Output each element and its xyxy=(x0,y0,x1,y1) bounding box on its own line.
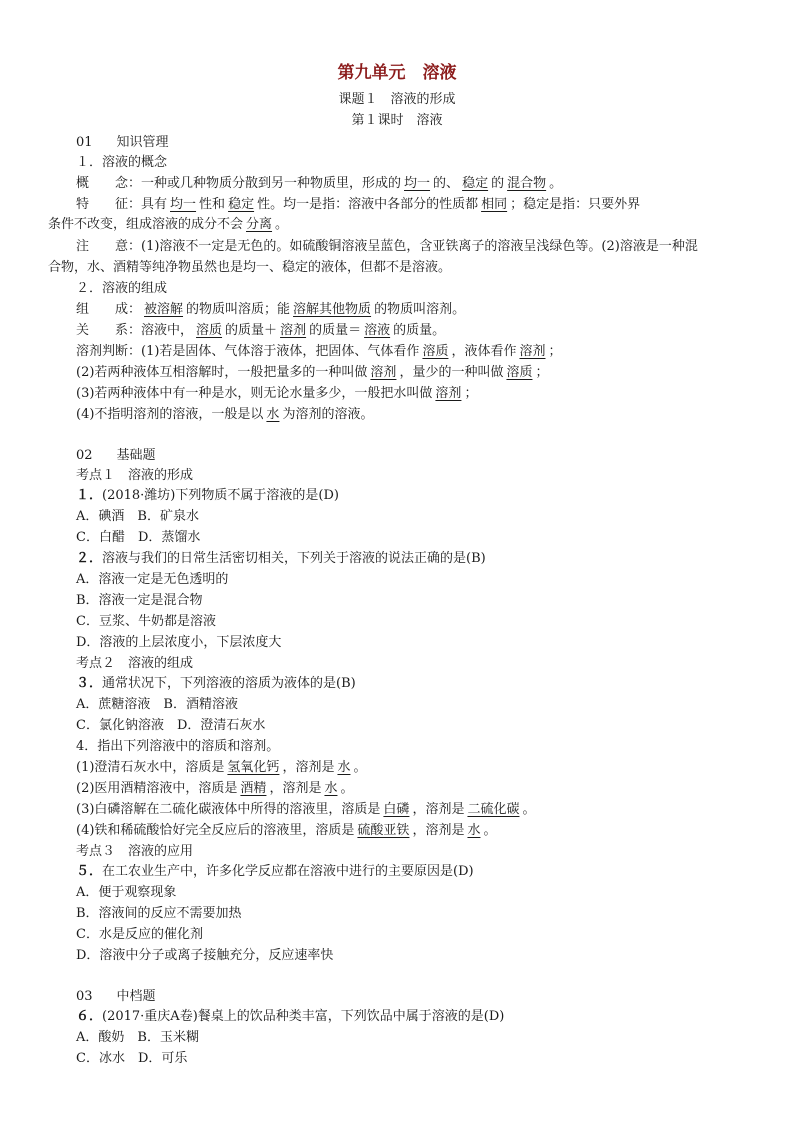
solvent-judge-line-2: (2)若两种液体互相溶解时，一般把量多的一种叫做 溶剂 ，量少的一种叫做 溶质 ； xyxy=(76,365,549,380)
question-3: ３．通常状况下，下列溶液的溶质为液体的是(B) xyxy=(76,676,356,691)
solvent-judge-line-1: 溶剂判断：(1)若是固体、气体溶于液体，把固体、气体看作 溶质 ，液体看作 溶剂 ； xyxy=(76,344,562,359)
answer-blank: 相同 xyxy=(481,197,508,212)
answer-blank: 均一 xyxy=(170,197,197,212)
answer-blank: 稳定 xyxy=(462,176,489,191)
answer-blank: 硫酸亚铁 xyxy=(357,823,410,838)
answer-blank: 溶剂 xyxy=(519,344,546,359)
question-5-option-c: C．水是反应的催化剂 xyxy=(76,927,203,942)
question-6-options-ab: A．酸奶 B．玉米糊 xyxy=(76,1030,199,1045)
answer-blank: 溶液 xyxy=(364,323,391,338)
question-5-option-a: A．便于观察现象 xyxy=(76,885,177,900)
feature-line: 特 征：具有 均一 性和 稳定 性。均一是指：溶液中各部分的性质都 相同 ；稳定是指：只要外界 xyxy=(76,197,641,212)
concept-heading: １．溶液的概念 xyxy=(76,155,168,170)
question-4-item-1: (1)澄清石灰水中，溶质是 氢氧化钙 ，溶剂是 水 。 xyxy=(76,760,367,775)
section-title: 中档题 xyxy=(116,989,156,1004)
question-5: ５．在工农业生产中，许多化学反应都在溶液中进行的主要原因是(D) xyxy=(76,864,474,879)
question-1-options-ab: A．碘酒 B．矿泉水 xyxy=(76,509,199,524)
topic-2-heading: 考点２ 溶液的组成 xyxy=(76,656,194,671)
question-5-option-b: B．溶液间的反应不需要加热 xyxy=(76,906,242,921)
section-heading-knowledge xyxy=(76,133,726,153)
answer-blank: 溶质 xyxy=(506,365,533,380)
question-2-option-a: A．溶液一定是无色透明的 xyxy=(76,572,229,587)
question-2-option-c: C．豆浆、牛奶都是溶液 xyxy=(76,614,216,629)
question-4: 4．指出下列溶液中的溶质和溶剂。 xyxy=(76,739,280,754)
question-3-options-ab: A．蔗糖溶液 B．酒精溶液 xyxy=(76,697,238,712)
answer-blank: 氢氧化钙 xyxy=(227,760,280,775)
question-4-item-4: (4)铁和稀硫酸恰好完全反应后的溶液里，溶质是 硫酸亚铁 ，溶剂是 水 。 xyxy=(76,823,497,838)
section-heading-medium xyxy=(76,987,726,1007)
feature-line-2: 条件不改变，组成溶液的成分不会 分离 。 xyxy=(48,217,289,232)
question-3-options-cd: C．氯化钠溶液 D．澄清石灰水 xyxy=(76,718,266,733)
answer-blank: 溶质 xyxy=(196,323,223,338)
answer-blank: 水 xyxy=(467,823,481,838)
answer-blank: 稳定 xyxy=(228,197,255,212)
question-6: ６．(2017·重庆A卷)餐桌上的饮品种类丰富，下列饮品中属于溶液的是(D) xyxy=(76,1009,505,1024)
question-1: １．(2018·潍坊)下列物质不属于溶液的是(D) xyxy=(76,488,339,503)
answer-blank: 水 xyxy=(324,781,338,796)
topic-subtitle: 课题１ 溶液的形成 xyxy=(338,92,456,107)
answer-blank: 分离 xyxy=(246,217,273,232)
question-6-options-cd: C．冰水 D．可乐 xyxy=(76,1051,188,1066)
unit-title: 第九单元 溶液 xyxy=(337,63,457,83)
lesson-subtitle: 第１课时 溶液 xyxy=(351,113,443,128)
question-5-option-d: D．溶液中分子或离子接触充分，反应速率快 xyxy=(76,948,334,963)
answer-blank: 溶剂 xyxy=(370,365,397,380)
question-4-item-3: (3)白磷溶解在二硫化碳液体中所得的溶液里，溶质是 白磷 ，溶剂是 二硫化碳 。 xyxy=(76,802,536,817)
answer-blank: 水 xyxy=(266,407,280,422)
answer-blank: 溶质 xyxy=(422,344,449,359)
answer-blank: 溶剂 xyxy=(280,323,307,338)
answer-blank: 溶解其他物质 xyxy=(293,302,372,317)
section-heading-basic xyxy=(76,446,726,466)
answer-blank: 被溶解 xyxy=(144,302,184,317)
note-line: 注 意：(1)溶液不一定是无色的。如硫酸铜溶液呈蓝色，含亚铁离子的溶液呈浅绿色等。(2)溶液是一种混 xyxy=(76,239,698,254)
answer-blank: 均一 xyxy=(404,176,431,191)
relation-line: 关 系：溶液中， 溶质 的质量＋ 溶剂 的质量＝ 溶液 的质量。 xyxy=(76,323,446,338)
question-2: ２．溶液与我们的日常生活密切相关，下列关于溶液的说法正确的是(B) xyxy=(76,551,486,566)
answer-blank: 二硫化碳 xyxy=(467,802,520,817)
note-line-2: 合物，水、酒精等纯净物虽然也是均一、稳定的液体，但都不是溶液。 xyxy=(48,260,452,275)
section-number: 03 xyxy=(76,989,93,1004)
solvent-judge-line-3: (3)若两种液体中有一种是水，则无论水量多少，一般把水叫做 溶剂 ； xyxy=(76,386,478,401)
section-number: 01 xyxy=(76,135,93,150)
answer-blank: 水 xyxy=(337,760,351,775)
composition-line: 组 成： 被溶解 的物质叫溶质；能 溶解其他物质 的物质叫溶剂。 xyxy=(76,302,466,317)
concept-line: 概 念：一种或几种物质分散到另一种物质里，形成的 均一 的、 稳定 的 混合物 。 xyxy=(76,176,563,191)
topic-3-heading: 考点３ 溶液的应用 xyxy=(76,844,194,859)
section-title: 知识管理 xyxy=(116,135,169,150)
question-1-options-cd: C．白醋 D．蒸馏水 xyxy=(76,530,201,545)
question-2-option-d: D．溶液的上层浓度小，下层浓度大 xyxy=(76,635,282,650)
question-4-item-2: (2)医用酒精溶液中，溶质是 酒精 ，溶剂是 水 。 xyxy=(76,781,354,796)
section-number: 02 xyxy=(76,448,93,463)
answer-blank: 溶剂 xyxy=(435,386,462,401)
answer-blank: 混合物 xyxy=(507,176,547,191)
topic-1-heading: 考点１ 溶液的形成 xyxy=(76,468,194,483)
solvent-judge-line-4: (4)不指明溶剂的溶液，一般是以 水 为溶剂的溶液。 xyxy=(76,407,374,422)
composition-heading: ２．溶液的组成 xyxy=(76,281,168,296)
question-2-option-b: B．溶液一定是混合物 xyxy=(76,593,203,608)
answer-blank: 白磷 xyxy=(383,802,410,817)
answer-blank: 酒精 xyxy=(240,781,267,796)
section-title: 基础题 xyxy=(116,448,156,463)
